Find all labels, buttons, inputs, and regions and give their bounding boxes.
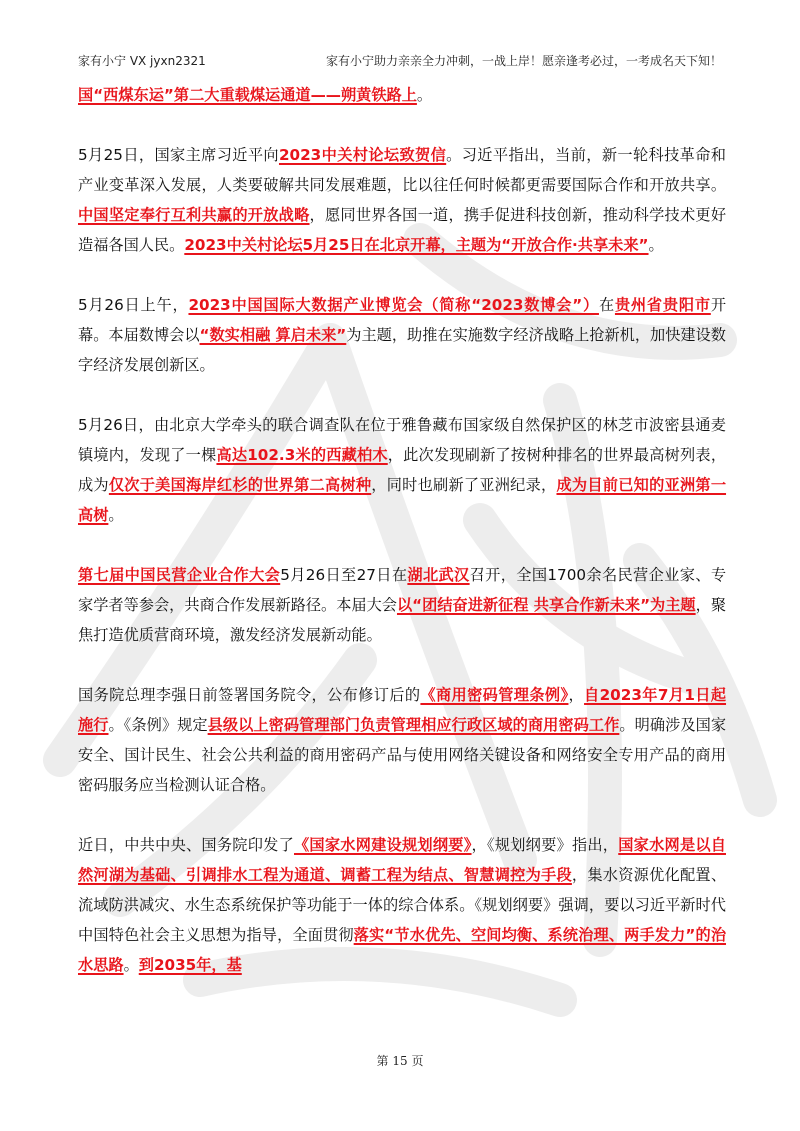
body-text: 近日，中共中央、国务院印发了 bbox=[78, 836, 294, 854]
body-text: 在 bbox=[598, 296, 615, 314]
highlighted-text: 自2023年7月1日起施行 bbox=[78, 686, 727, 734]
highlighted-text: 《商用密码管理条例》 bbox=[420, 686, 569, 704]
body-text: 。 bbox=[648, 236, 664, 254]
body-text: 5月26日至27日在 bbox=[280, 566, 408, 584]
highlighted-text: 中国坚定奉行互利共赢的开放战略 bbox=[78, 206, 310, 224]
body-text: 国务院总理李强日前签署国务院令，公布修订后的 bbox=[78, 686, 421, 704]
body-text: ，集水资源优化配置、流域防洪减灾、水生态系统保护等功能于一体的综合体系。《规划纲要》强调，要以习近平新时代中国特色社会主义思想为指导，全面贯彻 bbox=[78, 866, 727, 944]
highlighted-text: 到2035年，基 bbox=[138, 956, 242, 974]
paragraph bbox=[78, 410, 726, 530]
highlighted-text: 以“团结奋进新征程 共享合作新未来”为主题 bbox=[396, 596, 696, 614]
article-body bbox=[78, 80, 726, 1010]
header-right-text: 家有小宁助力亲亲全力冲刺，一战上岸！愿亲逢考必过，一考成名天下知！ bbox=[325, 54, 722, 68]
highlighted-text: 贵州省贵阳市 bbox=[614, 296, 711, 314]
body-text: 。习近平指出，当前，新一轮科技革命和产业变革深入发展，人类要破解共同发展难题，比以往任何时候都更需要国际合作和开放共享。 bbox=[78, 146, 726, 194]
highlighted-text: 湖北武汉 bbox=[407, 566, 470, 584]
body-text: 5月26日，由北京大学牵头的联合调查队在位于雅鲁藏布国家级自然保护区的林芝市波密县通麦镇境内，发现了一棵 bbox=[78, 416, 726, 464]
page-number: 第 15 页 bbox=[376, 1054, 424, 1068]
body-text: ，《规划纲要》指出， bbox=[471, 836, 619, 854]
highlighted-text: 2023中关村论坛致贺信 bbox=[278, 146, 447, 164]
page-header bbox=[78, 52, 722, 70]
header-left-text: 家有小宁 VX jyxn2321 bbox=[78, 54, 206, 68]
highlighted-text: 高达102.3米的西藏柏木 bbox=[216, 446, 388, 464]
paragraph bbox=[78, 680, 726, 800]
body-text: 召开，全国1700余名民营企业家、专家学者等参会，共商合作发展新路径。本届大会 bbox=[78, 566, 727, 614]
highlighted-text: 《国家水网建设规划纲要》 bbox=[294, 836, 472, 854]
body-text: ， bbox=[568, 686, 585, 704]
highlighted-text: 仅次于美国海岸红杉的世界第二高树种 bbox=[108, 476, 372, 494]
highlighted-text: 成为目前已知的亚洲第一高树 bbox=[78, 476, 727, 524]
highlighted-text: 县级以上密码管理部门负责管理相应行政区域的商用密码工作 bbox=[207, 716, 620, 734]
body-text: 。《条例》规定 bbox=[108, 716, 208, 734]
body-text: ，愿同世界各国一道，携手促进科技创新，推动科学技术更好造福各国人民。 bbox=[78, 206, 727, 254]
body-text: ，同时也刷新了亚洲纪录， bbox=[371, 476, 557, 494]
body-text: ，此次发现刷新了按树种排名的世界最高树列表，成为 bbox=[78, 446, 727, 494]
paragraph bbox=[78, 140, 726, 260]
body-text: 开幕。本届数博会以 bbox=[78, 296, 726, 344]
highlighted-text: 2023中关村论坛5月25日在北京开幕，主题为“开放合作·共享未来” bbox=[184, 236, 649, 254]
body-text: 为主题，助推在实施数字经济战略上抢新机，加快建设数字经济发展创新区。 bbox=[78, 326, 726, 374]
body-text: 。明确涉及国家安全、国计民生、社会公共利益的商用密码产品与使用网络关键设备和网络安全专用产品的商用密码服务应当检测认证合格。 bbox=[78, 716, 727, 794]
highlighted-text: 国“西煤东运”第二大重载煤运通道——朔黄铁路上 bbox=[78, 86, 417, 104]
highlighted-text: 国家水网是以自然河湖为基础、引调排水工程为通道、调蓄工程为结点、智慧调控为手段 bbox=[78, 836, 726, 884]
body-text: 。 bbox=[123, 956, 139, 974]
paragraph bbox=[78, 830, 726, 980]
highlighted-text: 落实“节水优先、空间均衡、系统治理、两手发力”的治水思路 bbox=[78, 926, 727, 974]
body-text: 5月25日，国家主席习近平向 bbox=[78, 146, 279, 164]
body-text: 。 bbox=[108, 506, 124, 524]
body-text: 。 bbox=[416, 86, 433, 104]
paragraph bbox=[78, 560, 726, 650]
body-text: ，聚焦打造优质营商环境，激发经济发展新动能。 bbox=[78, 596, 727, 644]
highlighted-text: 第七届中国民营企业合作大会 bbox=[78, 566, 281, 584]
paragraph bbox=[78, 290, 726, 380]
body-text: 5月26日上午， bbox=[78, 296, 189, 314]
highlighted-text: “数实相融 算启未来” bbox=[199, 326, 347, 344]
paragraph bbox=[78, 80, 726, 110]
highlighted-text: 2023中国国际大数据产业博览会（简称“2023数博会”） bbox=[188, 296, 599, 314]
